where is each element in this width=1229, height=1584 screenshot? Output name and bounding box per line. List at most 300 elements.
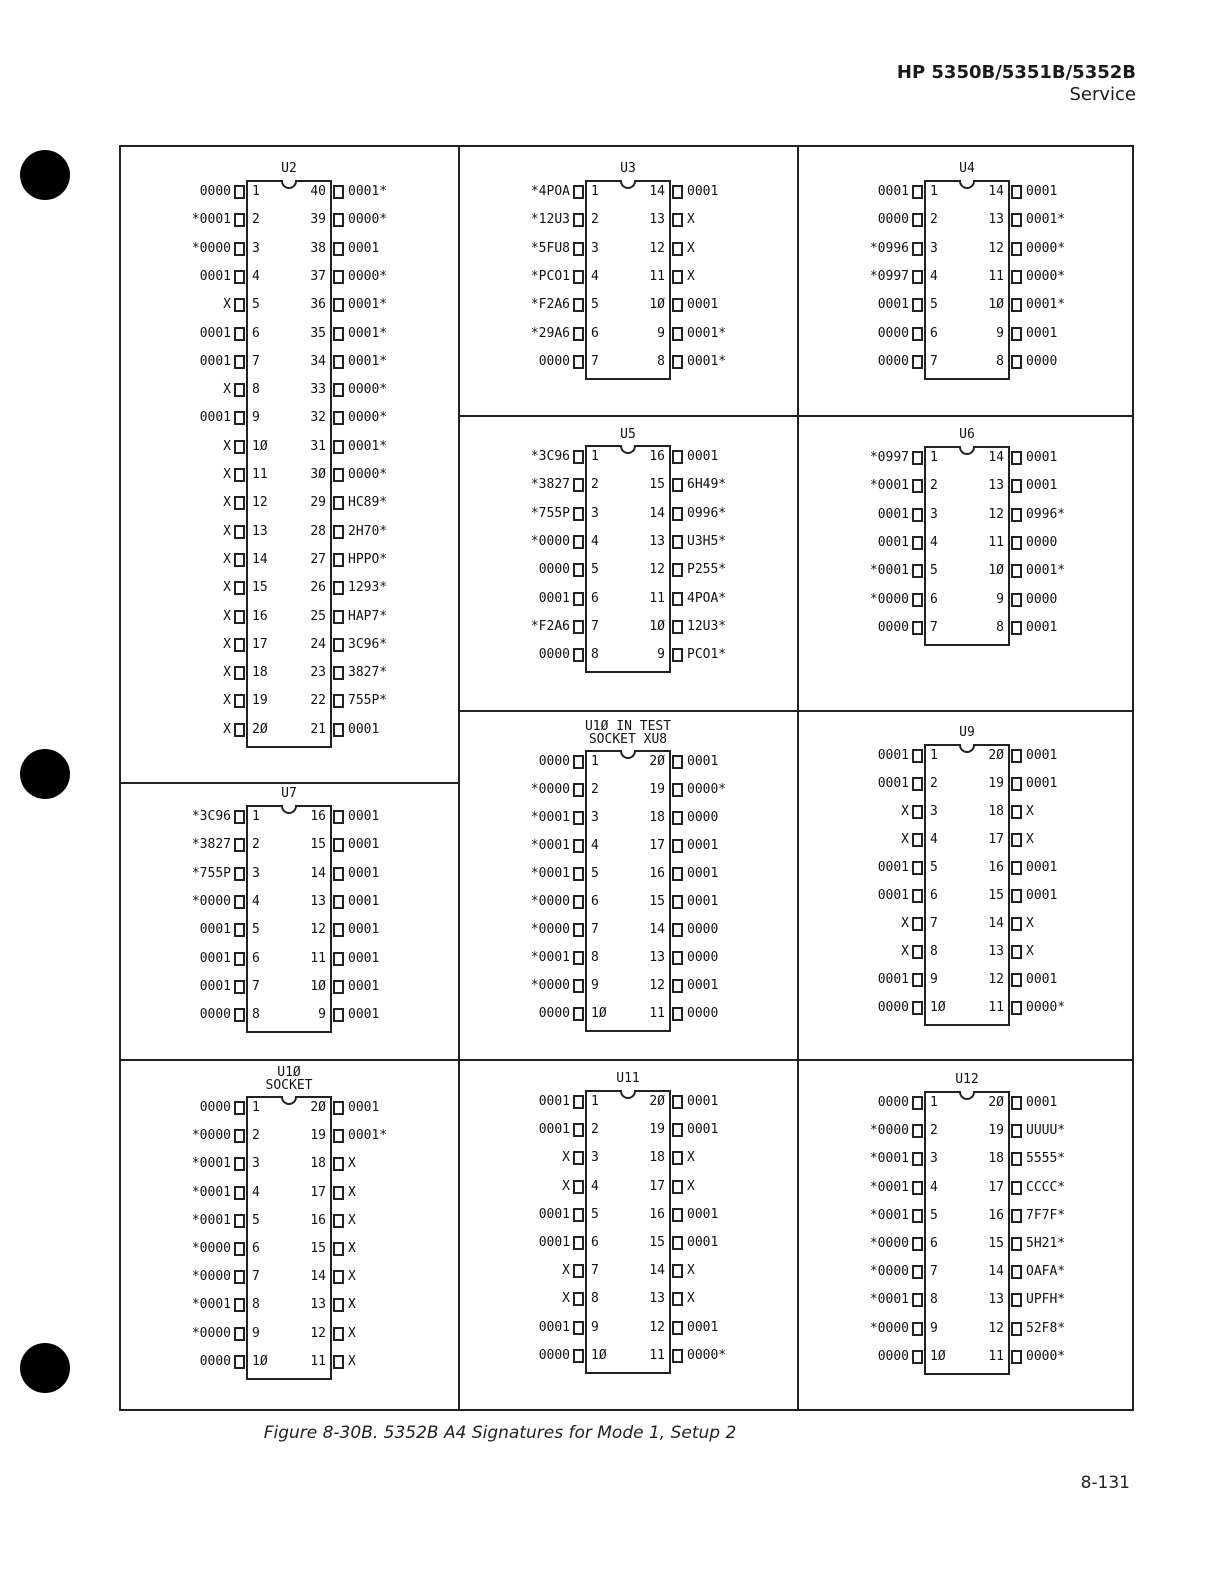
chip-title-line: U5 — [620, 427, 636, 442]
pin-number: 2 — [591, 212, 599, 228]
chip-title-line: SOCKET XU8 — [588, 732, 668, 747]
pin-signature: 0001* — [348, 325, 388, 341]
pin-signature: X — [901, 944, 909, 959]
pin-number: 32 — [310, 410, 326, 426]
pin-pad — [912, 945, 923, 959]
pin-left — [0, 1290, 938, 1310]
pin-signature: *0000 — [191, 1241, 231, 1256]
pin-left — [0, 408, 260, 428]
pin-signature: 0001 — [348, 721, 380, 737]
pin-left — [0, 830, 938, 850]
pin-number: 6 — [591, 590, 599, 606]
pin-signature: 0996* — [1026, 506, 1066, 522]
pin-number: 1Ø — [252, 1353, 268, 1369]
pin-number: 13 — [988, 1292, 1004, 1308]
pin-pad — [912, 536, 923, 550]
pin-number: 7 — [930, 1264, 938, 1280]
pin-number: 13 — [988, 212, 1004, 228]
pin-signature: X — [1026, 804, 1034, 819]
pin-left — [0, 1234, 938, 1254]
pin-number: 7 — [252, 978, 260, 994]
pin-pad — [1011, 451, 1022, 465]
pin-signature: 0001 — [199, 353, 231, 369]
pin-signature: CCCC* — [1026, 1179, 1066, 1195]
pin-signature: 0001 — [1026, 1095, 1058, 1110]
pin-number: 5 — [591, 562, 599, 578]
pin-number: 15 — [649, 894, 665, 909]
pin-number: 6 — [591, 325, 599, 341]
pin-pad — [1011, 185, 1022, 199]
pin-number: 17 — [252, 636, 268, 652]
pin-signature: 0001 — [538, 1235, 570, 1250]
pin-signature: 0000 — [538, 754, 570, 769]
pin-pad — [912, 508, 923, 522]
pin-signature: *0000 — [869, 1320, 909, 1336]
pin-number: 12 — [649, 240, 665, 256]
pin-signature: X — [348, 1184, 356, 1200]
pin-pad — [1011, 1293, 1022, 1307]
pin-pad — [573, 648, 584, 662]
pin-pad — [1011, 508, 1022, 522]
pin-number: 14 — [310, 1269, 326, 1285]
pin-signature: *PCO1 — [530, 268, 570, 284]
pin-number: 8 — [252, 1007, 260, 1023]
pin-signature: 6H49* — [687, 477, 727, 493]
pin-number: 1 — [252, 184, 260, 199]
pin-number: 1Ø — [988, 297, 1004, 313]
pin-pad — [912, 479, 923, 493]
chip-title-u9 — [864, 726, 1070, 739]
pin-number: 19 — [252, 693, 268, 709]
pin-number: 4 — [252, 893, 260, 909]
pin-number: 8 — [996, 619, 1004, 635]
pin-signature: 0000 — [877, 1095, 909, 1110]
pin-number: 29 — [310, 495, 326, 511]
pin-signature: 0001* — [348, 438, 388, 454]
pin-pad — [1011, 1181, 1022, 1195]
pin-number: 14 — [649, 184, 665, 199]
pin-number: 6 — [930, 591, 938, 607]
chip-title-u10-xu8 — [525, 720, 731, 746]
pin-number: 9 — [996, 325, 1004, 341]
pin-signature: 0001 — [538, 1319, 570, 1335]
pin-signature: X — [223, 636, 231, 652]
pin-pad — [1011, 621, 1022, 635]
pin-signature: 0000 — [199, 1353, 231, 1369]
pin-number: 1 — [591, 1094, 599, 1109]
pin-signature: 0000 — [199, 184, 231, 199]
pin-signature: 0001 — [348, 240, 380, 256]
pin-pad — [1011, 1265, 1022, 1279]
pin-signature: 0001 — [877, 972, 909, 987]
pin-signature: X — [223, 467, 231, 482]
pin-pad — [1011, 213, 1022, 227]
pin-signature: *0000 — [530, 922, 570, 937]
pin-signature: 0001 — [348, 950, 380, 966]
pin-number: 2 — [252, 837, 260, 853]
grid-divider-row3 — [121, 1059, 1132, 1061]
pin-signature: X — [562, 1291, 570, 1307]
pin-number: 2 — [930, 776, 938, 791]
pin-number: 25 — [310, 608, 326, 624]
pin-number: 12 — [252, 495, 268, 511]
pin-number: 18 — [252, 665, 268, 681]
pin-pad — [1011, 270, 1022, 284]
pin-signature: 0001 — [538, 1206, 570, 1222]
pin-number: 14 — [252, 551, 268, 567]
pin-pad — [912, 1209, 923, 1223]
pin-number: 22 — [310, 693, 326, 709]
pin-number: 1Ø — [988, 563, 1004, 579]
pin-pad — [912, 270, 923, 284]
chip-title-line: U1Ø IN TEST — [584, 719, 672, 734]
pin-pad — [912, 1265, 923, 1279]
pin-number: 2 — [591, 1122, 599, 1138]
pin-signature: *0001 — [869, 1292, 909, 1308]
pin-number: 4 — [252, 1184, 260, 1200]
pin-signature: 0000 — [877, 325, 909, 341]
pin-left — [0, 1121, 938, 1141]
pin-pad — [912, 749, 923, 763]
pin-pad — [912, 355, 923, 369]
pin-number: 3 — [930, 240, 938, 256]
pin-left — [0, 774, 938, 794]
pin-number: 16 — [988, 860, 1004, 875]
pin-number: 12 — [988, 972, 1004, 987]
pin-number: 1Ø — [930, 1000, 946, 1015]
pin-number: 2Ø — [649, 1094, 665, 1109]
pin-number: 17 — [310, 1184, 326, 1200]
pin-pad — [1011, 917, 1022, 931]
pin-signature: 0000* — [687, 1347, 727, 1363]
pin-signature: X — [348, 1353, 356, 1369]
pin-left — [0, 618, 938, 638]
pin-signature: X — [223, 438, 231, 454]
pin-signature: 0001 — [348, 809, 380, 824]
chip-title-line: U3 — [620, 161, 636, 176]
pin-number: 9 — [657, 325, 665, 341]
pin-signature: *0000 — [191, 1325, 231, 1341]
pin-signature: 0001 — [687, 297, 719, 313]
pin-number: 1Ø — [310, 978, 326, 994]
pin-pad — [912, 917, 923, 931]
pin-number: 6 — [930, 888, 938, 903]
pin-signature: 0001* — [348, 1128, 388, 1144]
pin-number: 4 — [930, 1179, 938, 1195]
pin-signature: X — [223, 297, 231, 313]
pin-number: 7 — [252, 353, 260, 369]
pin-signature: X — [348, 1241, 356, 1256]
pin-signature: 0000 — [877, 1000, 909, 1015]
pin-number: 33 — [310, 382, 326, 398]
pin-signature: 0000* — [1026, 268, 1066, 284]
pin-signature: P255* — [687, 562, 727, 578]
pin-number: 23 — [310, 665, 326, 681]
pin-signature: 0001 — [1026, 860, 1058, 875]
pin-number: 11 — [310, 1353, 326, 1369]
pin-left — [0, 720, 268, 740]
pin-number: 9 — [657, 647, 665, 663]
pin-signature: X — [687, 1291, 695, 1307]
pin-number: 1Ø — [930, 1348, 946, 1364]
pin-pad — [1011, 973, 1022, 987]
pin-number: 5 — [591, 1206, 599, 1222]
pin-signature: 0001 — [348, 893, 380, 909]
pin-number: 18 — [649, 1150, 665, 1166]
pin-signature: *0001 — [869, 1207, 909, 1223]
pin-signature: 0000* — [1026, 1000, 1066, 1015]
pin-number: 16 — [649, 1206, 665, 1222]
pin-signature: 0001 — [1026, 748, 1058, 763]
pin-number: 6 — [591, 1235, 599, 1250]
pin-number: 5 — [591, 866, 599, 881]
pin-number: 3 — [930, 506, 938, 522]
pin-number: 7 — [252, 1269, 260, 1285]
pin-left — [0, 970, 938, 990]
pin-signature: 0000 — [687, 1006, 719, 1021]
pin-pad — [1011, 889, 1022, 903]
pin-signature: 3C96* — [348, 636, 388, 652]
pin-number: 15 — [310, 1241, 326, 1256]
pin-number: 5 — [252, 297, 260, 313]
pin-pad — [912, 889, 923, 903]
pin-signature: 0000* — [687, 782, 727, 797]
pin-signature: 0000 — [199, 1100, 231, 1115]
pin-signature: *0000 — [191, 240, 231, 256]
pin-signature: *0001 — [530, 866, 570, 881]
pin-number: 19 — [310, 1128, 326, 1144]
pin-left — [0, 561, 938, 581]
pin-left — [0, 448, 938, 468]
pin-number: 11 — [649, 590, 665, 606]
pin-number: 17 — [649, 1178, 665, 1194]
pin-number: 18 — [988, 804, 1004, 819]
pin-number: 5 — [591, 297, 599, 313]
pin-signature: *0000 — [530, 894, 570, 909]
pin-signature: 0001 — [199, 950, 231, 966]
pin-signature: 0001 — [1026, 325, 1058, 341]
pin-signature: *F2A6 — [530, 618, 570, 634]
pin-pad — [1011, 564, 1022, 578]
pin-signature: X — [901, 916, 909, 931]
pin-pad — [333, 723, 344, 737]
pin-signature: 0001 — [687, 1319, 719, 1335]
pin-signature: *0001 — [191, 1212, 231, 1228]
pin-number: 3 — [591, 1150, 599, 1166]
pin-pad — [912, 213, 923, 227]
pin-number: 7 — [930, 353, 938, 369]
pin-signature: 4POA* — [687, 590, 727, 606]
pin-signature: 0000 — [538, 1006, 570, 1021]
pin-signature: X — [348, 1212, 356, 1228]
pin-signature: X — [348, 1325, 356, 1341]
pin-pad — [1011, 355, 1022, 369]
pin-number: 14 — [649, 922, 665, 937]
page-number: 8-131 — [1080, 1473, 1130, 1493]
pin-number: 14 — [649, 505, 665, 521]
pin-number: 2Ø — [310, 1100, 326, 1115]
pin-signature: 0001 — [199, 922, 231, 938]
pin-number: 1 — [591, 184, 599, 199]
pin-signature: 0000* — [348, 268, 388, 284]
pin-number: 19 — [988, 776, 1004, 791]
pin-pad — [333, 411, 344, 425]
pin-pad — [234, 666, 245, 680]
chip-title-line: U12 — [955, 1072, 979, 1087]
pin-pad — [912, 1350, 923, 1364]
pin-signature: 0000 — [1026, 591, 1058, 607]
pin-number: 3 — [930, 1151, 938, 1167]
pin-signature: X — [1026, 944, 1034, 959]
pin-number: 13 — [649, 950, 665, 965]
pin-number: 15 — [649, 477, 665, 493]
pin-signature: X — [223, 721, 231, 737]
pin-pad — [912, 833, 923, 847]
pin-number: 16 — [988, 1207, 1004, 1223]
pin-signature: *0000 — [869, 1236, 909, 1251]
pin-pad — [1011, 777, 1022, 791]
pin-pad — [912, 861, 923, 875]
chip-title-u3 — [525, 162, 731, 175]
pin-signature: U3H5* — [687, 533, 727, 549]
pin-left — [0, 914, 938, 934]
pin-number: 13 — [988, 478, 1004, 494]
pin-signature: HC89* — [348, 495, 388, 511]
pin-signature: X — [223, 608, 231, 624]
pin-number: 3 — [591, 810, 599, 825]
pin-pad — [912, 1124, 923, 1138]
pin-number: 14 — [310, 865, 326, 881]
pin-pad — [1011, 1152, 1022, 1166]
pin-signature: 1293* — [348, 580, 388, 596]
pin-signature: 0001 — [348, 1007, 380, 1023]
pin-signature: X — [562, 1150, 570, 1166]
pin-signature: *755P — [530, 505, 570, 521]
pin-number: 5 — [930, 297, 938, 313]
pin-signature: 0001 — [687, 754, 719, 769]
pin-pad — [333, 694, 344, 708]
pin-signature: 0001* — [687, 353, 727, 369]
pin-signature: *F2A6 — [530, 297, 570, 313]
pin-number: 2Ø — [252, 721, 268, 737]
pin-number: 11 — [649, 1347, 665, 1363]
pin-number: 4 — [930, 832, 938, 847]
pin-number: 11 — [988, 1348, 1004, 1364]
pin-number: 3 — [930, 804, 938, 819]
pin-number: 4 — [252, 268, 260, 284]
pin-number: 13 — [649, 212, 665, 228]
chip-title-u12 — [864, 1073, 1070, 1086]
pin-pad — [234, 694, 245, 708]
pin-number: 2 — [930, 1123, 938, 1139]
pin-number: 6 — [252, 1241, 260, 1256]
pin-signature: 0001 — [199, 325, 231, 341]
pin-number: 8 — [591, 647, 599, 663]
pin-number: 40 — [310, 184, 326, 199]
pin-number: 27 — [310, 551, 326, 567]
pin-number: 16 — [252, 608, 268, 624]
pin-signature: 5555* — [1026, 1151, 1066, 1167]
pin-left — [0, 380, 260, 400]
pin-number: 16 — [310, 1212, 326, 1228]
pin-pad — [912, 564, 923, 578]
pin-number: 9 — [252, 1325, 260, 1341]
pin-signature: 0001 — [877, 860, 909, 875]
pin-left — [0, 858, 938, 878]
pin-pad — [333, 383, 344, 397]
pin-signature: 0001* — [1026, 297, 1066, 313]
pin-number: 14 — [988, 1264, 1004, 1280]
pin-signature: 0001 — [348, 978, 380, 994]
pin-signature: X — [223, 665, 231, 681]
pin-number: 19 — [988, 1123, 1004, 1139]
pin-number: 9 — [930, 1320, 938, 1336]
pin-number: 16 — [310, 809, 326, 824]
pin-signature: *29A6 — [530, 325, 570, 341]
pin-number: 2Ø — [988, 1095, 1004, 1110]
pin-left — [0, 210, 938, 230]
chip-title-u11 — [525, 1072, 731, 1085]
pin-signature: 0000 — [877, 212, 909, 228]
pin-signature: 0000 — [877, 353, 909, 369]
pin-number: 1 — [252, 809, 260, 824]
pin-signature: 0000* — [348, 212, 388, 228]
pin-number: 16 — [649, 449, 665, 464]
pin-left — [0, 267, 938, 287]
pin-pad — [1011, 1124, 1022, 1138]
pin-number: 5 — [930, 1207, 938, 1223]
pin-number: 17 — [649, 838, 665, 853]
pin-signature: 0000* — [1026, 240, 1066, 256]
pin-number: 18 — [988, 1151, 1004, 1167]
pin-number: 17 — [988, 832, 1004, 847]
pin-pad — [1011, 1322, 1022, 1336]
pin-pad — [912, 593, 923, 607]
chip-title-line: U9 — [959, 725, 975, 740]
pin-number: 2 — [930, 212, 938, 228]
pin-signature: 0000 — [538, 353, 570, 369]
pin-signature: 0000 — [687, 922, 719, 937]
pin-number: 15 — [649, 1235, 665, 1250]
pin-number: 1 — [252, 1100, 260, 1115]
pin-pad — [1011, 1001, 1022, 1015]
pin-signature: 0000 — [199, 1007, 231, 1023]
pin-pad — [1011, 1350, 1022, 1364]
pin-pad — [234, 411, 245, 425]
pin-number: 1 — [930, 748, 938, 763]
pin-left — [0, 746, 938, 766]
pin-signature: 0001 — [687, 1206, 719, 1222]
pin-number: 5 — [252, 922, 260, 938]
pin-number: 14 — [649, 1263, 665, 1279]
pin-signature: 0001 — [199, 268, 231, 284]
pin-signature: 52F8* — [1026, 1320, 1066, 1336]
pin-signature: 0001 — [1026, 888, 1058, 903]
pin-signature: 0000 — [687, 950, 719, 965]
pin-number: 1Ø — [649, 618, 665, 634]
pin-number: 7 — [591, 618, 599, 634]
manual-model-header: HP 5350B/5351B/5352B — [896, 62, 1136, 83]
pin-left — [0, 476, 938, 496]
pin-signature: *3C96 — [530, 449, 570, 464]
pin-pad — [912, 451, 923, 465]
pin-signature: 0001 — [1026, 450, 1058, 465]
pin-number: 8 — [930, 944, 938, 959]
pin-signature: HAP7* — [348, 608, 388, 624]
pin-number: 11 — [252, 467, 268, 482]
pin-number: 11 — [310, 950, 326, 966]
pin-signature: 0000 — [687, 810, 719, 825]
